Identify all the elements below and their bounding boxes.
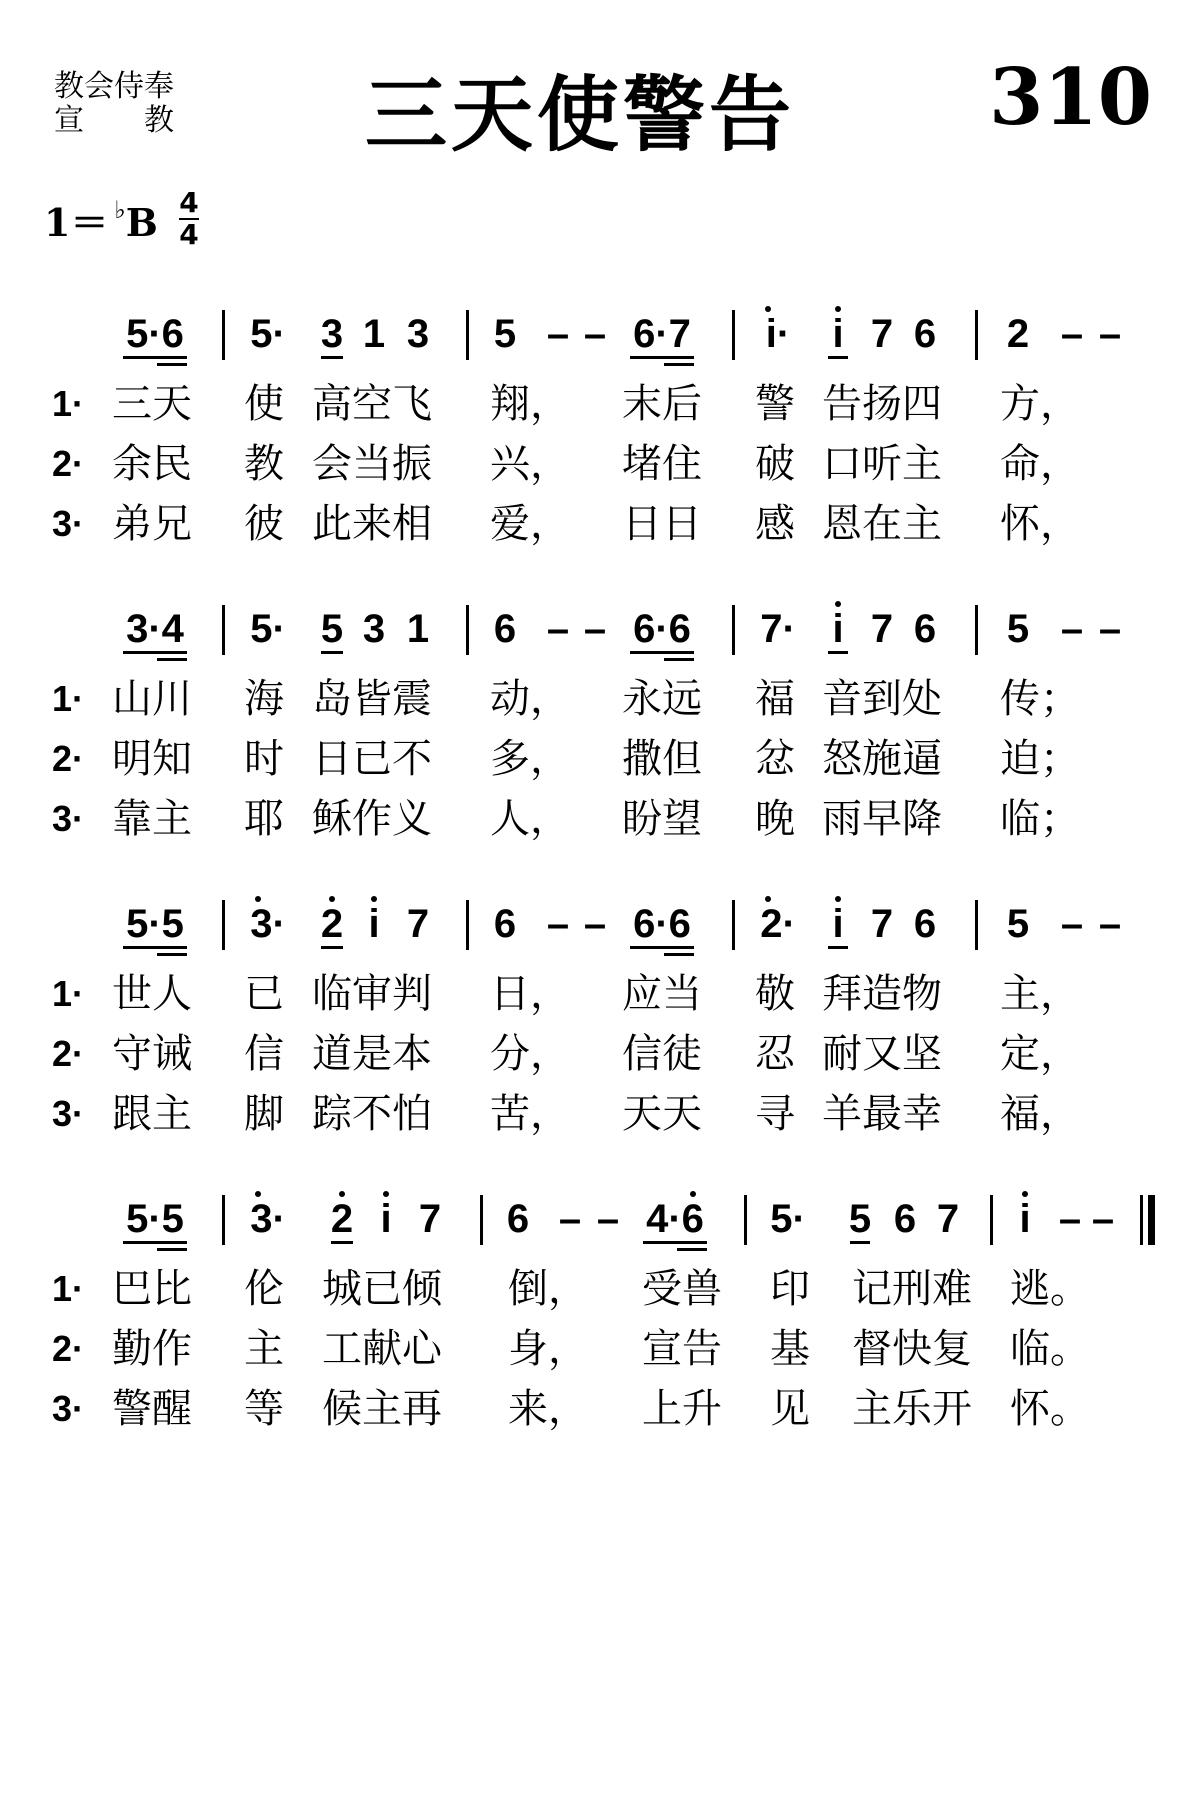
lyric-syllable: 临审判 <box>312 971 432 1017</box>
lyric-syllable: 应当 <box>622 971 702 1017</box>
lyric-syllable: 感 <box>755 501 795 547</box>
lyric-syllable: 逃。 <box>1010 1266 1090 1312</box>
lyric-syllable: 警 <box>755 381 795 427</box>
note: 6 <box>893 1197 917 1241</box>
lyric-syllable: 雨早降 <box>822 796 942 842</box>
lyric-syllable: 见 <box>770 1386 810 1432</box>
key-signature <box>44 192 158 247</box>
beam-underline <box>321 651 343 654</box>
lyric-syllable: 弟兄 <box>112 501 192 547</box>
high-octave-dot <box>765 306 771 312</box>
high-octave-dot <box>690 1191 696 1197</box>
note: 6 <box>506 1197 530 1241</box>
lyric-syllable: 方， <box>1000 381 1080 427</box>
lyric-syllable: 传； <box>1000 676 1080 722</box>
note: i <box>832 312 844 356</box>
lyric-syllable: 永远 <box>622 676 702 722</box>
note: 5·5 <box>126 902 184 946</box>
bar-line <box>732 900 735 950</box>
high-octave-dot <box>339 1191 345 1197</box>
note: – <box>1091 1197 1115 1241</box>
high-octave-dot <box>1022 1191 1028 1197</box>
verse-number: 2· <box>52 1328 85 1369</box>
note: 6 <box>913 902 937 946</box>
lyric-syllable: 天天 <box>622 1091 702 1137</box>
note: 3 <box>406 312 430 356</box>
note: i <box>1019 1197 1031 1241</box>
bar-line <box>222 310 225 360</box>
lyric-syllable: 寻 <box>755 1091 795 1137</box>
lyric-syllable: 候主再 <box>322 1386 442 1432</box>
bar-line <box>480 1195 483 1245</box>
bar-line <box>975 310 978 360</box>
bar-line <box>466 900 469 950</box>
high-octave-dot <box>329 896 335 902</box>
hymn-category <box>54 70 234 138</box>
lyric-syllable: 明知 <box>112 736 192 782</box>
note: 5· <box>250 312 286 356</box>
time-signature-top: 4 <box>179 186 199 219</box>
beam-underline <box>828 356 848 359</box>
lyric-syllable: 破 <box>755 441 795 487</box>
note: 3· <box>250 1197 286 1241</box>
lyric-syllable: 岛皆震 <box>312 676 432 722</box>
lyric-syllable: 迫； <box>1000 736 1080 782</box>
lyric-syllable: 主， <box>1000 971 1080 1017</box>
lyric-syllable: 羊最幸 <box>822 1091 942 1137</box>
lyric-syllable: 靠主 <box>112 796 192 842</box>
lyric-syllable: 勤作 <box>112 1326 192 1372</box>
beam-underline <box>828 651 848 654</box>
final-bar-thin <box>1140 1195 1143 1245</box>
verse-number: 3· <box>52 798 85 839</box>
final-bar-thick <box>1148 1195 1155 1245</box>
verse-number: 3· <box>52 1093 85 1134</box>
hymn-number: 310 <box>989 52 1152 143</box>
beam-underline-double <box>677 1248 707 1251</box>
beam-underline <box>630 356 694 359</box>
lyric-syllable: 脚 <box>244 1091 284 1137</box>
lyric-syllable: 动， <box>490 676 570 722</box>
note: 1 <box>362 312 386 356</box>
lyric-syllable: 跟主 <box>112 1091 192 1137</box>
lyric-syllable: 海 <box>244 676 284 722</box>
high-octave-dot <box>765 896 771 902</box>
high-octave-dot <box>255 1191 261 1197</box>
note: 5·5 <box>126 1197 184 1241</box>
high-octave-dot <box>383 1191 389 1197</box>
beam-underline <box>321 356 343 359</box>
note: 2 <box>320 902 344 946</box>
note: – <box>1060 312 1084 356</box>
lyric-syllable: 怀。 <box>1010 1386 1090 1432</box>
lyric-syllable: 堵住 <box>622 441 702 487</box>
lyric-syllable: 倒， <box>508 1266 588 1312</box>
key-prefix: 1＝ <box>44 200 109 245</box>
note: 3·4 <box>126 607 184 651</box>
note: – <box>1098 312 1122 356</box>
note: 3 <box>362 607 386 651</box>
lyric-syllable: 伦 <box>244 1266 284 1312</box>
lyric-syllable: 督快复 <box>852 1326 972 1372</box>
lyric-syllable: 印 <box>770 1266 810 1312</box>
lyric-syllable: 分， <box>490 1031 570 1077</box>
note: 6·6 <box>633 902 691 946</box>
lyric-syllable: 记刑难 <box>852 1266 972 1312</box>
lyric-syllable: 巴比 <box>112 1266 192 1312</box>
beam-underline-double <box>157 363 187 366</box>
lyric-syllable: 主 <box>244 1326 284 1372</box>
note: 6 <box>493 902 517 946</box>
note: 7 <box>870 312 894 356</box>
lyric-syllable: 敬 <box>755 971 795 1017</box>
bar-line <box>975 900 978 950</box>
note: 6·7 <box>633 312 691 356</box>
note: 7 <box>936 1197 960 1241</box>
note: – <box>583 902 607 946</box>
beam-underline <box>630 651 694 654</box>
lyric-syllable: 人， <box>490 796 570 842</box>
lyric-syllable: 信徒 <box>622 1031 702 1077</box>
note: 5 <box>1006 902 1030 946</box>
lyric-syllable: 高空飞 <box>312 381 432 427</box>
bar-line <box>222 605 225 655</box>
beam-underline <box>828 946 848 949</box>
lyric-syllable: 福， <box>1000 1091 1080 1137</box>
note: 2 <box>330 1197 354 1241</box>
bar-line <box>732 605 735 655</box>
note: – <box>583 312 607 356</box>
bar-line <box>975 605 978 655</box>
beam-underline <box>123 1241 187 1244</box>
note: – <box>1060 902 1084 946</box>
lyric-syllable: 盼望 <box>622 796 702 842</box>
verse-number: 1· <box>52 973 85 1014</box>
high-octave-dot <box>255 896 261 902</box>
note: 6 <box>493 607 517 651</box>
bar-line <box>732 310 735 360</box>
category-line-2: 宣教 <box>54 103 234 138</box>
lyric-syllable: 等 <box>244 1386 284 1432</box>
high-octave-dot <box>835 601 841 607</box>
high-octave-dot <box>835 306 841 312</box>
lyric-syllable: 耶 <box>244 796 284 842</box>
hymn-title: 三天使警告 <box>365 68 796 163</box>
note: 7 <box>870 902 894 946</box>
lyric-syllable: 日， <box>490 971 570 1017</box>
lyric-syllable: 末后 <box>622 381 702 427</box>
lyric-syllable: 宣告 <box>642 1326 722 1372</box>
lyric-syllable: 受兽 <box>642 1266 722 1312</box>
lyric-syllable: 三天 <box>112 381 192 427</box>
time-signature <box>178 188 200 250</box>
beam-underline-double <box>157 953 187 956</box>
note: i <box>832 902 844 946</box>
bar-line <box>222 900 225 950</box>
lyric-syllable: 主乐开 <box>852 1386 972 1432</box>
beam-underline <box>850 1241 870 1244</box>
beam-underline-double <box>664 658 694 661</box>
bar-line <box>466 310 469 360</box>
note: i <box>380 1197 392 1241</box>
note: – <box>596 1197 620 1241</box>
bar-line <box>744 1195 747 1245</box>
verse-number: 2· <box>52 1033 85 1074</box>
lyric-syllable: 忿 <box>755 736 795 782</box>
note: – <box>546 312 570 356</box>
note: 5 <box>320 607 344 651</box>
lyric-syllable: 身， <box>508 1326 588 1372</box>
beam-underline <box>123 946 187 949</box>
lyric-syllable: 兴， <box>490 441 570 487</box>
bar-line <box>222 1195 225 1245</box>
verse-number: 1· <box>52 678 85 719</box>
beam-underline-double <box>157 1248 187 1251</box>
beam-underline <box>331 1241 353 1244</box>
lyric-syllable: 守诫 <box>112 1031 192 1077</box>
lyric-syllable: 来， <box>508 1386 588 1432</box>
lyric-syllable: 使 <box>244 381 284 427</box>
lyric-syllable: 世人 <box>112 971 192 1017</box>
beam-underline-double <box>664 953 694 956</box>
lyric-syllable: 定， <box>1000 1031 1080 1077</box>
note: 5 <box>1006 607 1030 651</box>
note: – <box>546 607 570 651</box>
note: 5·6 <box>126 312 184 356</box>
lyric-syllable: 时 <box>244 736 284 782</box>
note: – <box>546 902 570 946</box>
note: – <box>1060 607 1084 651</box>
lyric-syllable: 爱， <box>490 501 570 547</box>
lyric-syllable: 告扬四 <box>822 381 942 427</box>
lyric-syllable: 日已不 <box>312 736 432 782</box>
lyric-syllable: 临； <box>1000 796 1080 842</box>
lyric-syllable: 会当振 <box>312 441 432 487</box>
note: 3 <box>320 312 344 356</box>
lyric-syllable: 音到处 <box>822 676 942 722</box>
note: i <box>832 607 844 651</box>
lyric-syllable: 多， <box>490 736 570 782</box>
note: 4·6 <box>646 1197 704 1241</box>
note: 7 <box>870 607 894 651</box>
lyric-syllable: 教 <box>244 441 284 487</box>
beam-underline <box>643 1241 707 1244</box>
note: 2· <box>760 902 796 946</box>
key-note: B <box>125 200 158 245</box>
verse-number: 2· <box>52 443 85 484</box>
lyric-syllable: 怒施逼 <box>822 736 942 782</box>
lyric-syllable: 翔， <box>490 381 570 427</box>
verse-number: 3· <box>52 1388 85 1429</box>
category-line-1: 教会侍奉 <box>54 69 174 104</box>
verse-number: 1· <box>52 383 85 424</box>
note: 5· <box>770 1197 806 1241</box>
lyric-syllable: 日日 <box>622 501 702 547</box>
lyric-syllable: 撒但 <box>622 736 702 782</box>
beam-underline-double <box>157 658 187 661</box>
lyric-syllable: 耐又坚 <box>822 1031 942 1077</box>
lyric-syllable: 工献心 <box>322 1326 442 1372</box>
lyric-syllable: 基 <box>770 1326 810 1372</box>
high-octave-dot <box>371 896 377 902</box>
verse-number: 3· <box>52 503 85 544</box>
bar-line <box>466 605 469 655</box>
note: – <box>1098 902 1122 946</box>
lyric-syllable: 怀， <box>1000 501 1080 547</box>
lyric-syllable: 信 <box>244 1031 284 1077</box>
time-signature-bottom: 4 <box>179 218 199 251</box>
lyric-syllable: 山川 <box>112 676 192 722</box>
note: 7 <box>418 1197 442 1241</box>
lyric-syllable: 口听主 <box>822 441 942 487</box>
note: 7 <box>406 902 430 946</box>
lyric-syllable: 稣作义 <box>312 796 432 842</box>
lyric-syllable: 福 <box>755 676 795 722</box>
note: 3· <box>250 902 286 946</box>
note: 7· <box>760 607 796 651</box>
beam-underline <box>321 946 343 949</box>
lyric-syllable: 临。 <box>1010 1326 1090 1372</box>
note: 6 <box>913 607 937 651</box>
note: 6·6 <box>633 607 691 651</box>
beam-underline <box>123 356 187 359</box>
lyric-syllable: 已 <box>244 971 284 1017</box>
note: – <box>558 1197 582 1241</box>
lyric-syllable: 踪不怕 <box>312 1091 432 1137</box>
note: – <box>583 607 607 651</box>
verse-number: 1· <box>52 1268 85 1309</box>
beam-underline <box>630 946 694 949</box>
verse-number: 2· <box>52 738 85 779</box>
note: 2 <box>1006 312 1030 356</box>
note: – <box>1058 1197 1082 1241</box>
note: – <box>1098 607 1122 651</box>
lyric-syllable: 道是本 <box>312 1031 432 1077</box>
note: 5 <box>493 312 517 356</box>
note: i <box>368 902 380 946</box>
lyric-syllable: 晚 <box>755 796 795 842</box>
beam-underline <box>123 651 187 654</box>
lyric-syllable: 此来相 <box>312 501 432 547</box>
lyric-syllable: 命， <box>1000 441 1080 487</box>
lyric-syllable: 余民 <box>112 441 192 487</box>
note: i· <box>765 312 791 356</box>
lyric-syllable: 忍 <box>755 1031 795 1077</box>
lyric-syllable: 拜造物 <box>822 971 942 1017</box>
note: 5 <box>848 1197 872 1241</box>
bar-line <box>990 1195 993 1245</box>
lyric-syllable: 警醒 <box>112 1386 192 1432</box>
note: 1 <box>406 607 430 651</box>
lyric-syllable: 上升 <box>642 1386 722 1432</box>
beam-underline-double <box>664 363 694 366</box>
lyric-syllable: 城已倾 <box>322 1266 442 1312</box>
flat-sign: ♭ <box>114 195 126 224</box>
high-octave-dot <box>835 896 841 902</box>
note: 5· <box>250 607 286 651</box>
note: 6 <box>913 312 937 356</box>
lyric-syllable: 苦， <box>490 1091 570 1137</box>
lyric-syllable: 彼 <box>244 501 284 547</box>
lyric-syllable: 恩在主 <box>822 501 942 547</box>
